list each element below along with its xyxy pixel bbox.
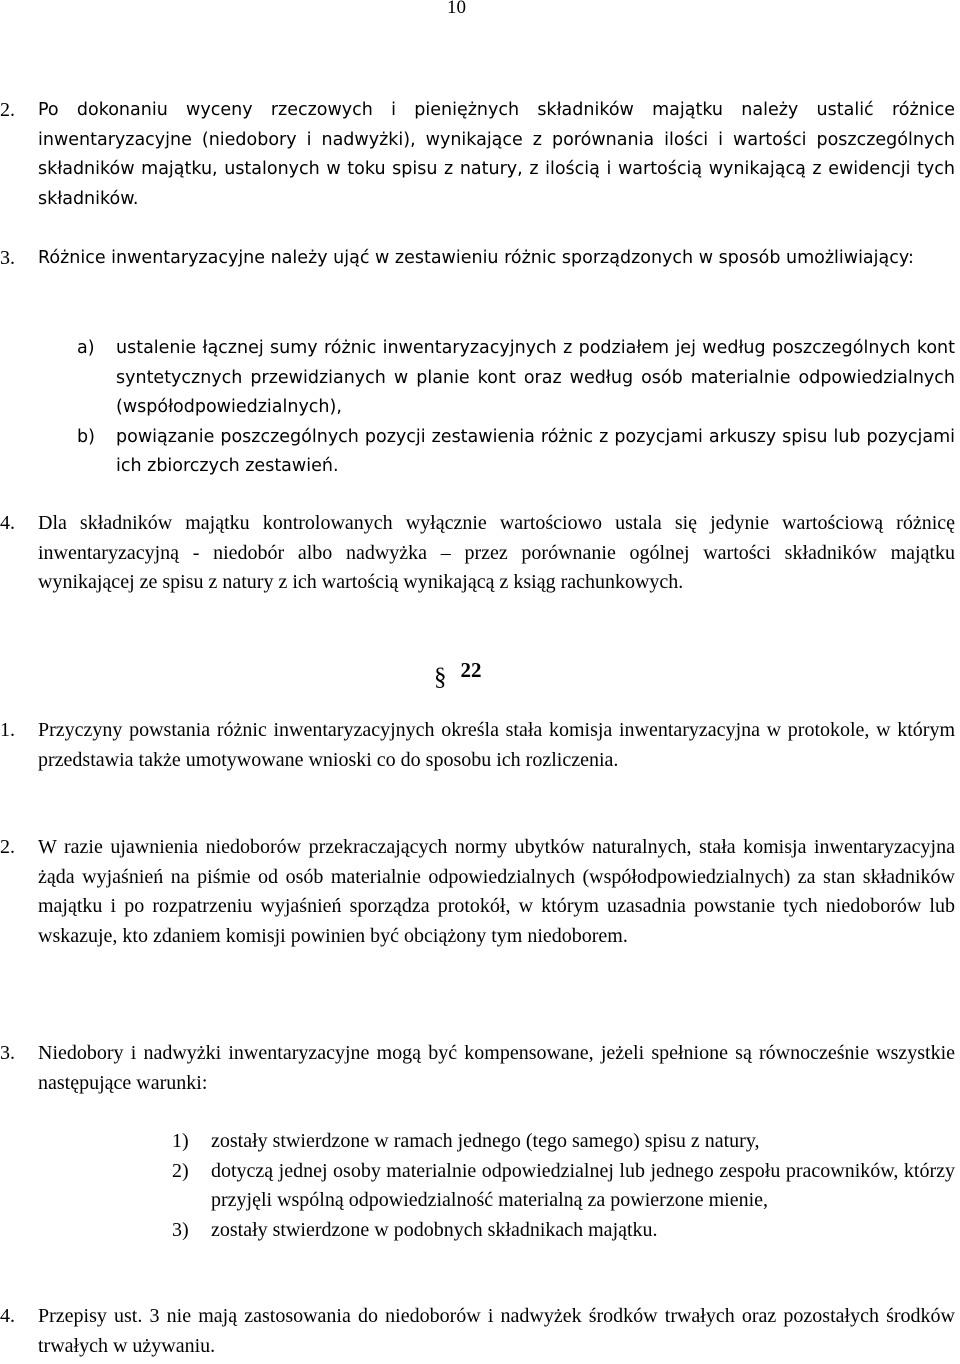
- page-number: 10: [447, 0, 466, 18]
- list-item-label: 3): [172, 1218, 189, 1241]
- paragraph-4: [0, 509, 955, 598]
- list-item-text: zostały stwierdzone w ramach jednego (tego samego) spisu z natury,: [211, 1130, 760, 1152]
- list-item: [172, 1127, 955, 1157]
- paragraph-text: Po dokonaniu wyceny rzeczowych i pieniężnych składników majątku należy ustalić różnice inwentaryzacyjne (niedobory i nadwyżki), wynikające z porównania ilości i wartości poszczególnych składników majątku, ustalonych w toku spisu z natury, z ilością i wartością wynikającą z ewidencji tych składników.: [38, 100, 955, 209]
- section-paragraph-3: [0, 1039, 955, 1098]
- paragraph-number: 2.: [0, 99, 15, 121]
- paragraph-number: 3.: [0, 1042, 15, 1064]
- list-item: [77, 423, 955, 482]
- paragraph-2: [0, 96, 955, 214]
- section-paragraph-2: [0, 833, 955, 951]
- list-item-label: a): [77, 338, 95, 358]
- list-a: [77, 334, 955, 482]
- paragraph-text: Dla składników majątku kontrolowanych wyłącznie wartościowo ustala się jedynie wartościową różnicę inwentaryzacyjną - niedobór albo nadwyżka – przez porównanie ogólnej wartości składników majątku wynikającej ze spisu z natury z ich wartością wynikającą z ksiąg rachunkowych.: [38, 512, 955, 594]
- list-item-text: dotyczą jednej osoby materialnie odpowiedzialnej lub jednego zespołu pracowników, którzy przyjęli wspólną odpowiedzialność materialną za powierzone mienie,: [211, 1159, 955, 1212]
- paragraph-text: W razie ujawnienia niedoborów przekraczających normy ubytków naturalnych, stała komisja inwentaryzacyjna żąda wyjaśnień na piśmie od osób materialnie odpowiedzialnych (współodpowiedzialnych) za stan składników majątku i po rozpatrzeniu wyjaśnień sporządza protokół, w którym uzasadnia powstanie tych niedoborów lub wskazuje, kto zdaniem komisji powinien być obciążony tym niedoborem.: [38, 836, 955, 947]
- paragraph-number: 2.: [0, 836, 15, 858]
- list-item-label: 1): [172, 1130, 189, 1152]
- list-item-label: b): [77, 426, 95, 447]
- paragraph-number: 4.: [0, 512, 15, 534]
- list-item: [77, 334, 955, 423]
- list-item-label: 2): [172, 1159, 189, 1182]
- paragraph-3: [0, 244, 955, 274]
- paragraph-text: Różnice inwentaryzacyjne należy ująć w zestawieniu różnic sporządzonych w sposób umożliwiający:: [38, 248, 914, 268]
- section-paragraph-4: [0, 1302, 955, 1361]
- section-paragraph-1: [0, 716, 955, 775]
- section-number: 22: [460, 658, 482, 682]
- list-item-text: powiązanie poszczególnych pozycji zestawienia różnic z pozycjami arkuszy spisu lub pozycjami ich zbiorczych zestawień.: [116, 426, 955, 477]
- paragraph-text: Niedobory i nadwyżki inwentaryzacyjne mogą być kompensowane, jeżeli spełnione są równocześnie wszystkie następujące warunki:: [38, 1042, 955, 1094]
- paragraph-number: 1.: [0, 719, 15, 741]
- list-item-text: zostały stwierdzone w podobnych składnikach majątku.: [211, 1218, 658, 1241]
- paragraph-number: 3.: [0, 247, 15, 269]
- list-item-text: ustalenie łącznej sumy różnic inwentaryzacyjnych z podziałem jej według poszczególnych kont syntetycznych przewidzianych w planie kont oraz według osób materialnie odpowiedzialnych (współodpowiedzialnych),: [116, 338, 955, 418]
- paragraph-text: Przyczyny powstania różnic inwentaryzacyjnych określa stała komisja inwentaryzacyjna w protokole, w którym przedstawia także umotywowane wnioski co do sposobu ich rozliczenia.: [38, 719, 955, 771]
- section-sign: §: [434, 664, 447, 691]
- list-item: [172, 1157, 955, 1216]
- list-b: [172, 1127, 955, 1245]
- section-heading: [434, 655, 482, 691]
- paragraph-number: 4.: [0, 1305, 15, 1327]
- paragraph-text: Przepisy ust. 3 nie mają zastosowania do niedoborów i nadwyżek środków trwałych oraz pozostałych środków trwałych w używaniu.: [38, 1305, 955, 1357]
- list-item: [172, 1216, 955, 1246]
